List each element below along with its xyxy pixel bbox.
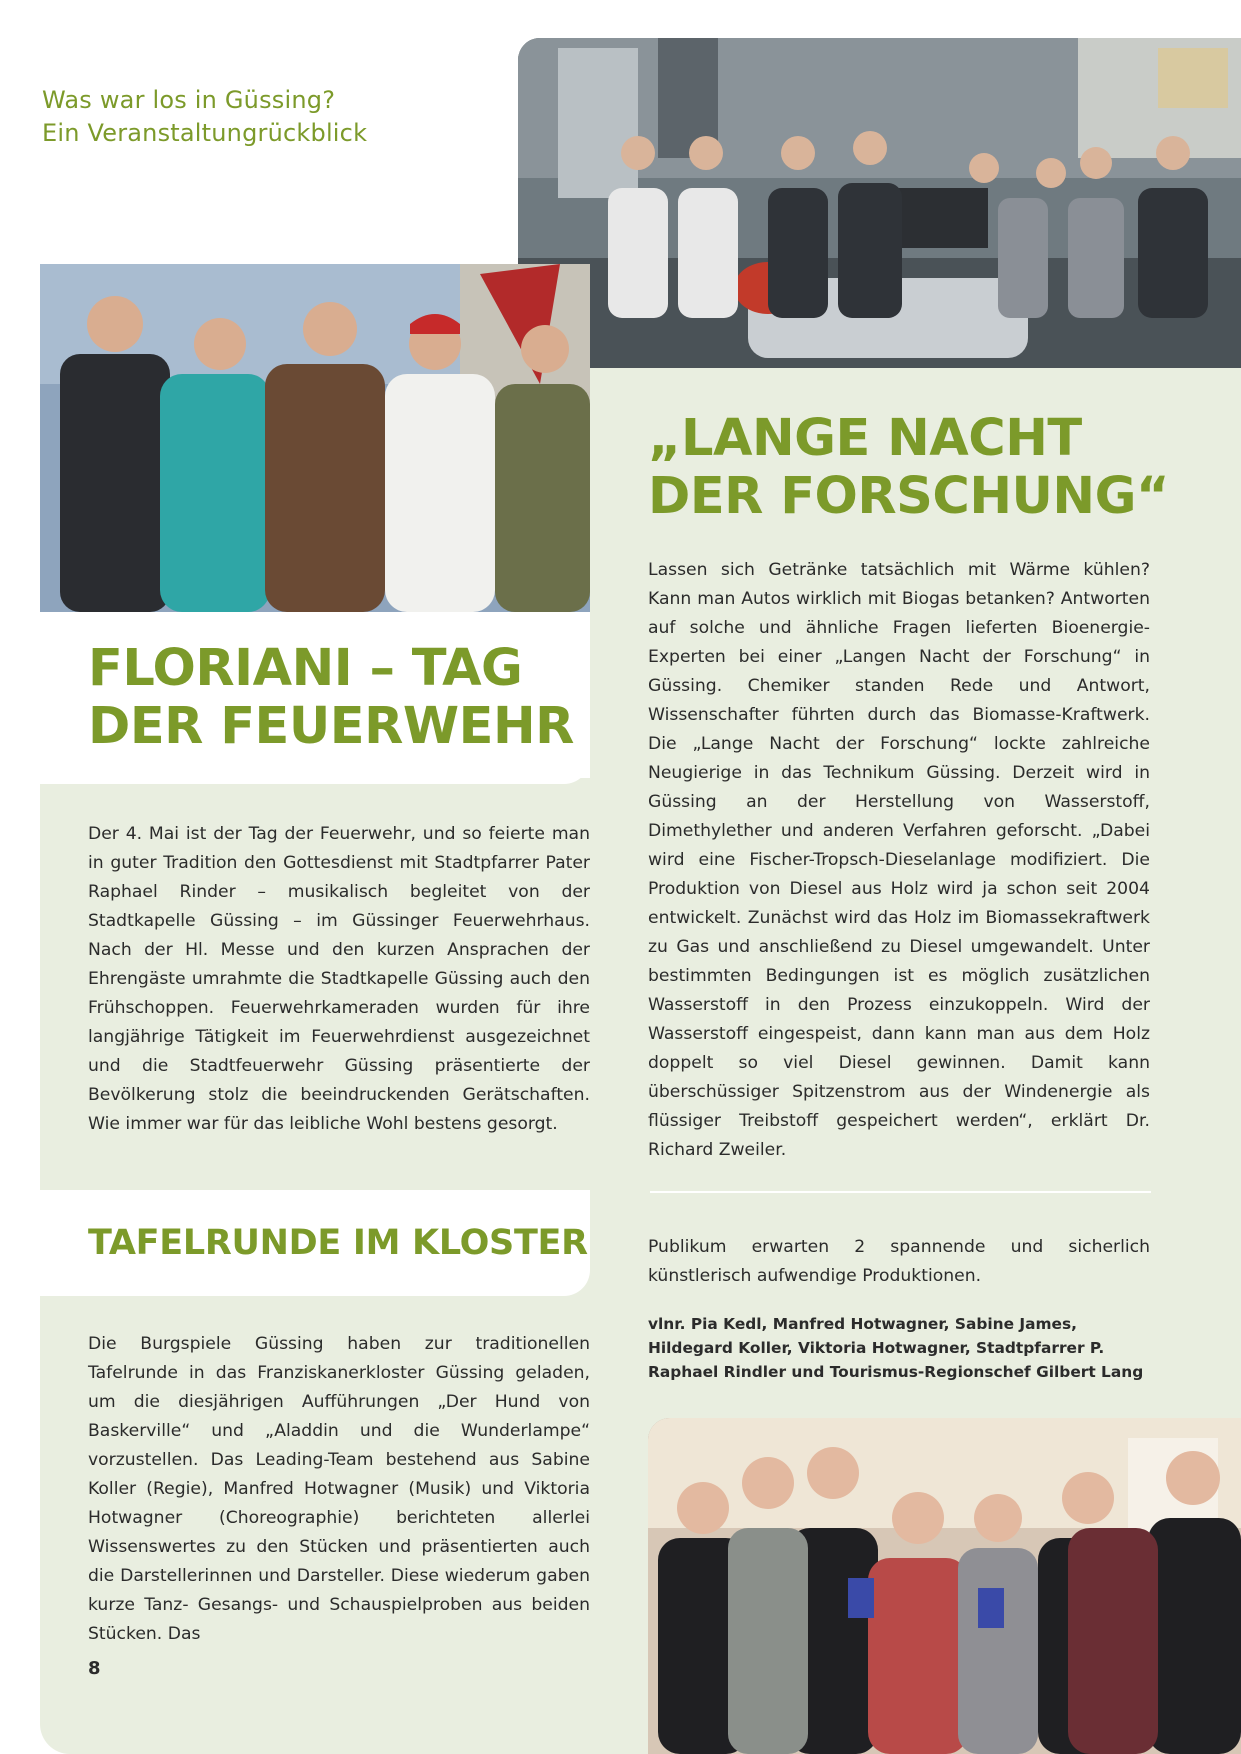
floriani-body: Der 4. Mai ist der Tag der Feuerwehr, und so feierte man in guter Tradition den Gottesdienst mit Stadtpfarrer Pater Raphael Rinder – musikalisch begleitet von der Stadtkapelle Güssing – im Güssinger Feuerwehrhaus. Nach der Hl. Messe und den kurzen Ansprachen der Ehrengäste umrahmte die Stadtkapelle Güssing auch den Frühschoppen. Feuerwehrkameraden wurden für ihre langjährige Tätigkeit im Feuerwehrdienst ausgezeichnet und die Stadtfeuerwehr Güssing präsentierte der Bevölkerung stolz die beeindruckenden Gerätschaften. Wie immer war für das leibliche Wohl bestens gesorgt.: [88, 824, 590, 1134]
floriani-title-line2: DER FEUERWEHR: [88, 697, 574, 756]
tafelrunde-body: Die Burgspiele Güssing haben zur traditionellen Tafelrunde in das Franziskanerkloster Güssing geladen, um die diesjährigen Aufführungen „Der Hund von Baskerville“ und „Aladdin und die Wunderlampe“ vorzustellen. Das Leading-Team bestehend aus Sabine Koller (Regie), Manfred Hotwagner (Musik) und Viktoria Hotwagner (Choreographie) berichteten allerlei Wissenswertes zu den Stücken und präsentierten auch die Darstellerinnen und Darsteller. Diese wiederum gaben kurze Tanz- Gesangs- und Schauspielproben aus beiden Stücken. Das: [88, 1334, 590, 1644]
photo-floriani-group: [40, 264, 590, 612]
tafelrunde-title: TAFELRUNDE IM KLOSTER: [88, 1223, 588, 1263]
page-number: 8: [88, 1658, 101, 1679]
floriani-title: [88, 640, 588, 756]
floriani-title-line1: FLORIANI – TAG: [88, 639, 523, 698]
divider-line: [650, 1191, 1151, 1193]
forschung-title-line1: „LANGE NACHT: [648, 409, 1082, 468]
tafelrunde-body-continued: Publikum erwarten 2 spannende und sicherlich künstlerisch aufwendige Produktionen.: [648, 1237, 1150, 1286]
forschung-title: [648, 410, 1208, 526]
tafelrunde-photo-caption: vlnr. Pia Kedl, Manfred Hotwagner, Sabine James, Hildegard Koller, Viktoria Hotwagner, Stadtpfarrer P. Raphael Rindler und Tourismus-Regionschef Gilbert Lang: [648, 1315, 1144, 1381]
photo-lange-nacht-group: [518, 38, 1241, 368]
photo-tafelrunde-group: [648, 1418, 1241, 1754]
issue-header-line2: Ein Veranstaltungrückblick: [42, 119, 368, 147]
forschung-title-line2: DER FORSCHUNG“: [648, 467, 1169, 526]
issue-header-line1: Was war los in Güssing?: [42, 86, 336, 114]
forschung-body: Lassen sich Getränke tatsächlich mit Wärme kühlen? Kann man Autos wirklich mit Biogas betanken? Antworten auf solche und ähnliche Fragen lieferten Bioenergie-Experten bei einer „Langen Nacht der Forschung“ in Güssing. Chemiker standen Rede und Antwort, Wissenschafter führten durch das Biomasse-Kraftwerk. Die „Lange Nacht der Forschung“ lockte zahlreiche Neugierige in das Technikum Güssing. Derzeit wird in Güssing an der Herstellung von Wasserstoff, Dimethylether und anderen Verfahren geforscht. „Dabei wird eine Fischer-Tropsch-Dieselanlage modifiziert. Die Produktion von Diesel aus Holz wird ja schon seit 2004 entwickelt. Zunächst wird das Holz im Biomassekraftwerk zu Gas und anschließend zu Diesel umgewandelt. Unter bestimmten Bedingungen ist es möglich zusätzlichen Wasserstoff in den Prozess einzukoppeln. Wird der Wasserstoff eingespeist, dann kann man aus dem Holz doppelt so viel Diesel gewinnen. Damit kann überschüssiger Spitzenstrom aus der Windenergie als flüssiger Treibstoff gespeichert werden“, erklärt Dr. Richard Zweiler.: [648, 560, 1150, 1160]
